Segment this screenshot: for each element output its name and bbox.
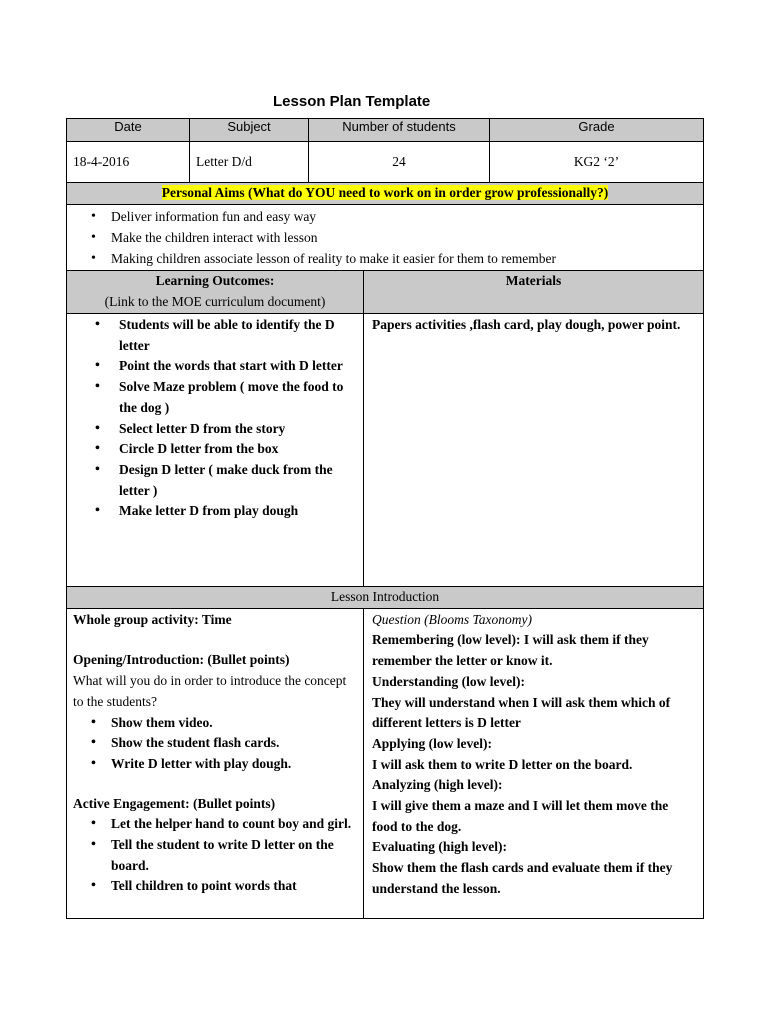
list-item: • Circle D letter from the box [67, 439, 357, 460]
engagement-heading: Active Engagement: (Bullet points) [73, 795, 276, 811]
list-item: • Tell children to point words that [67, 876, 357, 897]
understanding-heading: Understanding (low level): [372, 673, 525, 689]
lesson-introduction-table [66, 586, 704, 919]
evaluating-heading: Evaluating (high level): [372, 839, 508, 855]
remembering-text: Remembering (low level): I will ask them if they remember the letter or know it. [372, 632, 649, 669]
applying-text: I will ask them to write D letter on the board. [372, 756, 633, 772]
whole-group-activity: Whole group activity: Time [73, 611, 232, 627]
applying-heading: Applying (low level): [372, 735, 492, 751]
engagement-list [67, 814, 357, 897]
list-item: • Show them video. [67, 713, 357, 734]
list-item: • Show the student flash cards. [67, 733, 357, 754]
materials-body: Papers activities ,flash card, play dough, power point. [364, 314, 704, 587]
personal-aims-body [67, 205, 704, 271]
learning-outcomes-list [67, 315, 357, 522]
personal-aims-table [66, 182, 704, 271]
analyzing-heading: Analyzing (high level): [372, 777, 503, 793]
subject-value: Letter D/d [190, 142, 309, 183]
question-heading: Question (Blooms Taxonomy) [372, 611, 532, 627]
date-value: 18-4-2016 [67, 142, 190, 183]
info-header-row [67, 119, 704, 142]
list-item: • Write D letter with play dough. [67, 754, 357, 775]
list-item: • Design D letter ( make duck from the letter ) [67, 460, 357, 501]
list-item: • Point the words that start with D letter [67, 356, 357, 377]
opening-list [67, 713, 357, 775]
personal-aims-heading: Personal Aims (What do YOU need to work on in order grow professionally?) [161, 185, 609, 201]
understanding-text: They will understand when I will ask them which of different letters is D letter [372, 694, 671, 731]
page-title-text: Lesson Plan Template [273, 93, 431, 110]
learning-outcomes-body [67, 314, 364, 587]
analyzing-text: I will give them a maze and I will let them move the food to the dog. [372, 798, 669, 834]
students-value: 24 [309, 142, 490, 183]
personal-aims-list [67, 206, 703, 269]
list-item: • Students will be able to identify the D letter [67, 315, 357, 356]
list-item: • Solve Maze problem ( move the food to the dog ) [67, 377, 357, 418]
date-header: Date [67, 119, 190, 142]
opening-question: What will you do in order to introduce the concept to the students? [73, 673, 347, 709]
grade-value: KG2 ‘2’ [490, 142, 704, 183]
info-table [66, 118, 704, 183]
grade-header: Grade [490, 119, 704, 142]
list-item: • Make letter D from play dough [67, 501, 357, 522]
outcomes-table [66, 270, 704, 587]
list-item: • Select letter D from the story [67, 419, 357, 440]
lesson-introduction-heading: Lesson Introduction [67, 587, 704, 609]
learning-outcomes-heading: Learning Outcomes: [155, 273, 275, 288]
list-item: • Making children associate lesson of reality to make it easier for them to remember [67, 248, 703, 269]
evaluating-text: Show them the flash cards and evaluate them if they understand the lesson. [372, 860, 673, 896]
learning-outcomes-subheading: (Link to the MOE curriculum document) [104, 293, 326, 309]
list-item: • Let the helper hand to count boy and girl. [67, 814, 357, 835]
learning-outcomes-header [67, 271, 364, 314]
lesson-intro-right [364, 608, 704, 918]
list-item: • Deliver information fun and easy way [67, 206, 703, 227]
list-item: • Make the children interact with lesson [67, 227, 703, 248]
personal-aims-heading-cell [67, 183, 704, 205]
students-header: Number of students [309, 119, 490, 142]
info-value-row [67, 142, 704, 183]
list-item: • Tell the student to write D letter on the board. [67, 835, 357, 876]
lesson-intro-left [67, 608, 364, 918]
materials-heading: Materials [364, 271, 704, 314]
opening-heading: Opening/Introduction: (Bullet points) [73, 652, 290, 668]
subject-header: Subject [190, 119, 309, 142]
